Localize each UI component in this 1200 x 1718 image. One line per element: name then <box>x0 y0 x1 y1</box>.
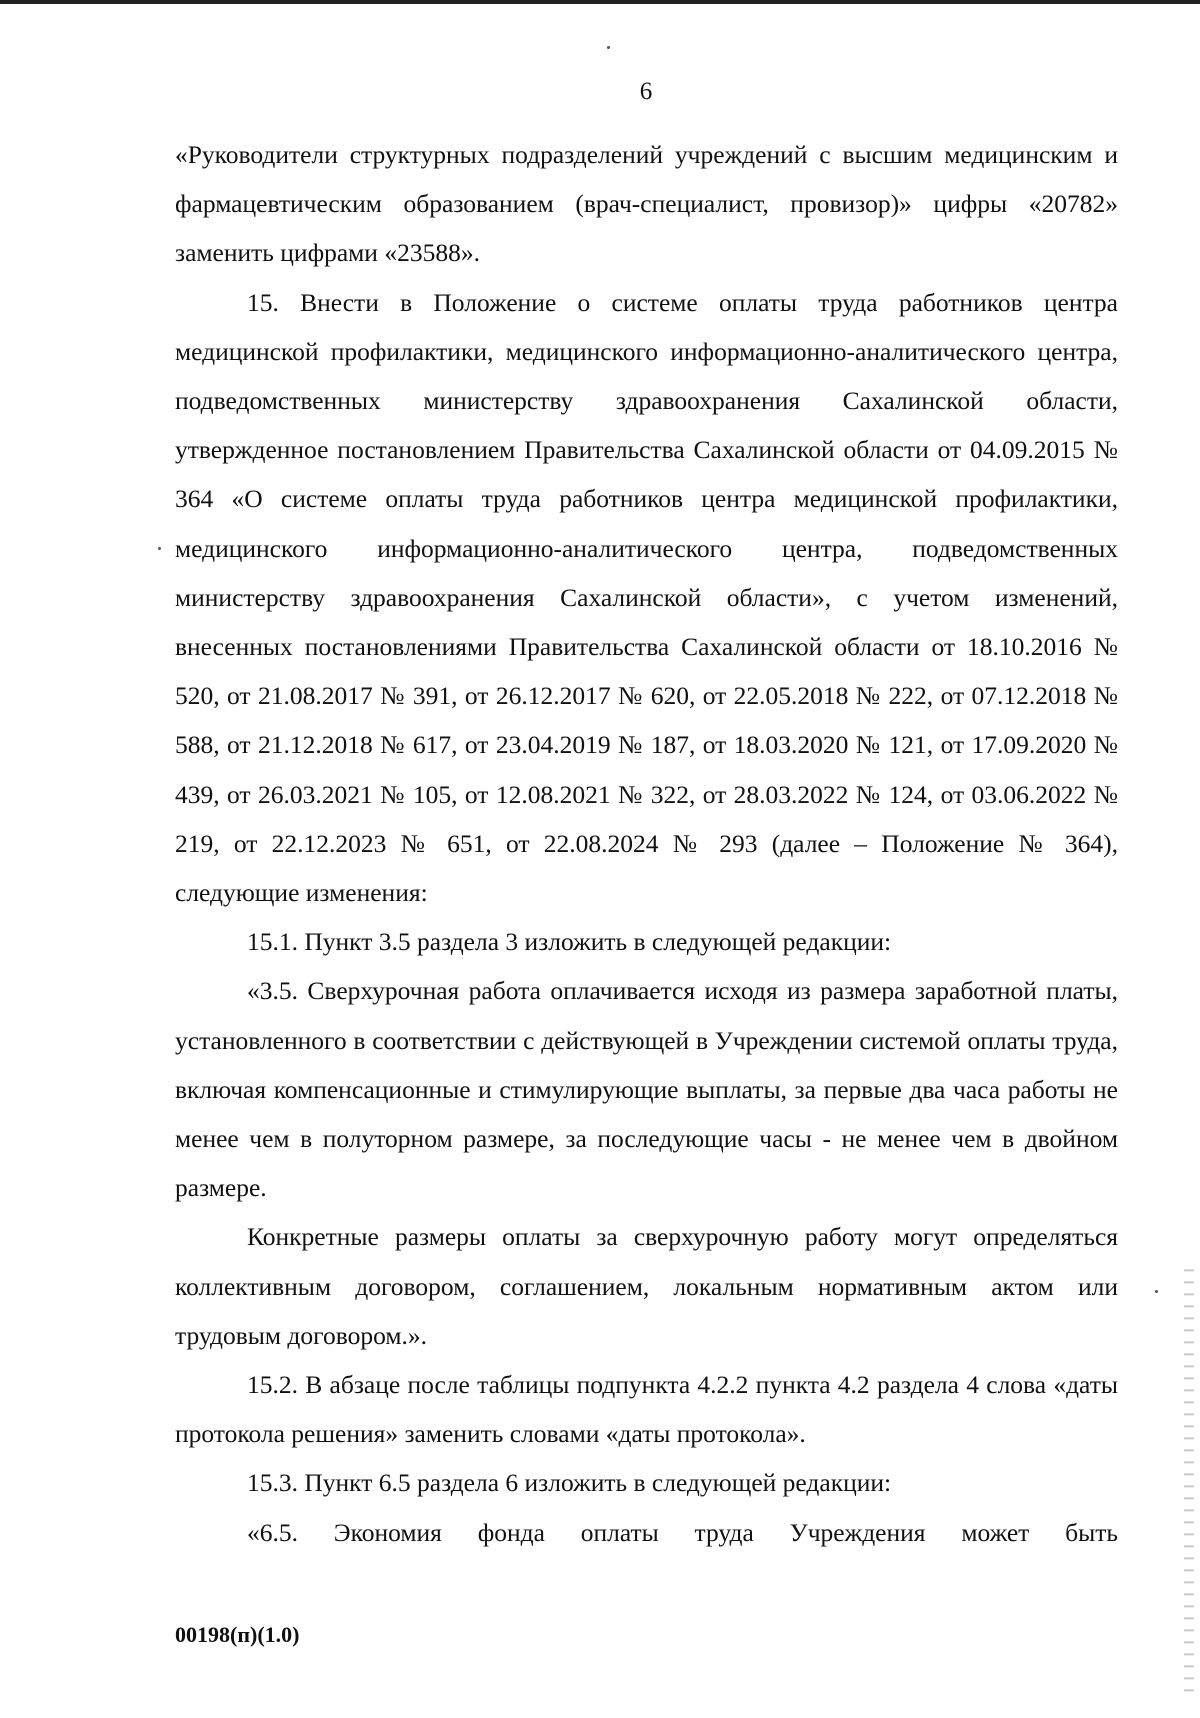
document-body <box>175 130 1118 1557</box>
scan-speck <box>1155 1290 1158 1293</box>
paragraph-item-15: 15. Внести в Положение о системе оплаты труда работников центра медицинской профилактики, медицинского информационно-аналитического центра, подведомственных министерству здравоохранения Сахалинской области, утвержденное постановлением Правительства Сахалинской области от 04.09.2015 № 364 «О системе оплаты труда работников центра медицинской профилактики, медицинского информационно-аналитического центра, подведомственных министерству здравоохранения Сахалинской области», с учетом изменений, внесенных постановлениями Правительства Сахалинской области от 18.10.2016 № 520, от 21.08.2017 № 391, от 26.12.2017 № 620, от 22.05.2018 № 222, от 07.12.2018 № 588, от 21.12.2018 № 617, от 23.04.2019 № 187, от 18.03.2020 № 121, от 17.09.2020 № 439, от 26.03.2021 № 105, от 12.08.2021 № 322, от 28.03.2022 № 124, от 03.06.2022 № 219, от 22.12.2023 № 651, от 22.08.2024 № 293 (далее – Положение № 364), следующие изменения: <box>175 287 1118 908</box>
top-border-line <box>0 0 1200 4</box>
scan-speck <box>607 46 610 49</box>
page-number: 6 <box>639 78 653 105</box>
paragraph-quote-3-5: «3.5. Сверхурочная работа оплачивается исходя из размера заработной платы, установленного в соответствии с действующей в Учреждении системой оплаты труда, включая компенсационные и стимулирующие выплаты, за первые два часа работы не менее чем в полуторном размере, за последующие часы - не менее чем в двойном размере. <box>175 976 1118 1203</box>
scan-edge-artifact <box>1184 1260 1194 1700</box>
paragraph-quote-3-5-cont: Конкретные размеры оплаты за сверхурочную работу могут определяться коллективным договором, соглашением, локальным нормативным актом или трудовым договором.». <box>175 1222 1118 1350</box>
paragraph-item-15-3: 15.3. Пункт 6.5 раздела 6 изложить в следующей редакции: <box>247 1468 892 1498</box>
paragraph-continuation: «Руководители структурных подразделений учреждений с высшим медицинским и фармацевтическим образованием (врач-специалист, провизор)» цифры «20782» заменить цифрами «23588». <box>175 140 1118 268</box>
scan-speck <box>158 547 161 550</box>
paragraph-item-15-1: 15.1. Пункт 3.5 раздела 3 изложить в следующей редакции: <box>247 927 892 957</box>
paragraph-item-15-2: 15.2. В абзаце после таблицы подпункта 4.2.2 пункта 4.2 раздела 4 слова «даты протокола решения» заменить словами «даты протокола». <box>175 1370 1118 1449</box>
paragraph-quote-6-5: «6.5. Экономия фонда оплаты труда Учреждения может быть <box>247 1517 1118 1547</box>
document-code: 00198(п)(1.0) <box>175 1622 300 1647</box>
